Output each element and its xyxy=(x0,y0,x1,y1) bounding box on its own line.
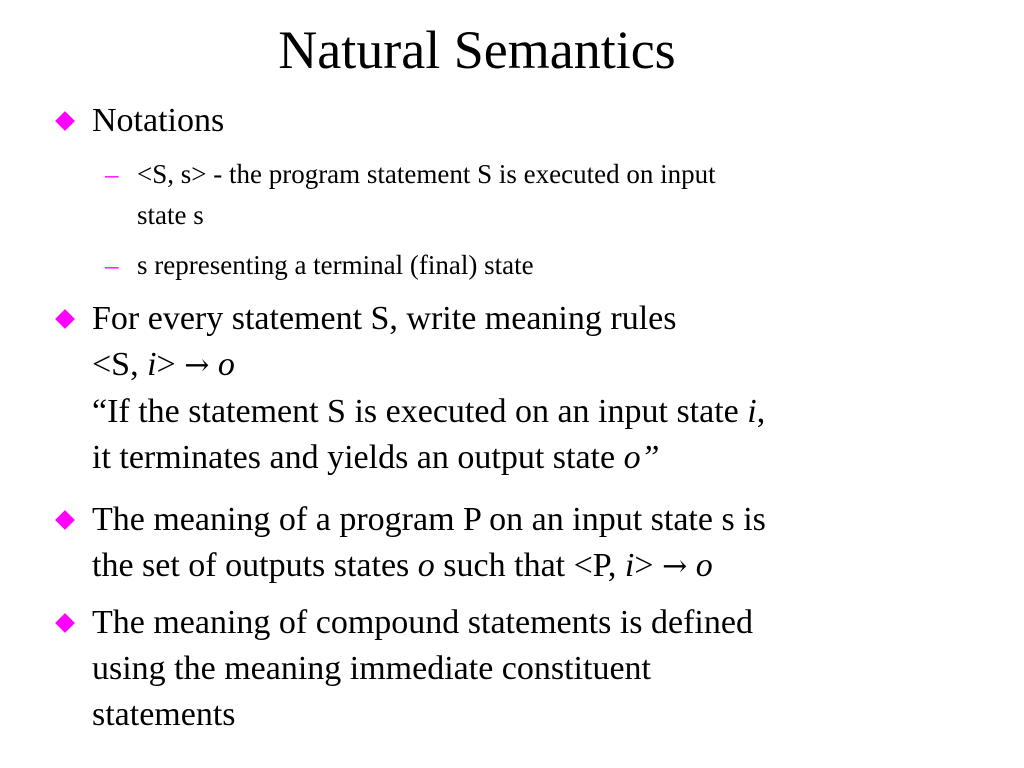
slide-title: Natural Semantics xyxy=(278,20,676,80)
bullet-meaning-rules xyxy=(92,296,952,481)
subbullet-program-statement xyxy=(105,154,917,236)
rule-notation: <S, i> → o xyxy=(92,346,235,383)
diamond-bullet-icon xyxy=(55,613,75,633)
bullet-text: The meaning of a program P on an input state s is xyxy=(92,501,766,538)
arrow-symbol: → xyxy=(662,549,688,584)
subbullet-line: <S, s> - the program statement S is executed on input xyxy=(137,159,716,189)
bullet-text: Notations xyxy=(92,102,225,139)
subbullet-line: s representing a terminal (final) state xyxy=(137,250,534,280)
bullet-compound-statements xyxy=(92,600,952,738)
rule-explanation-line: “If the statement S is executed on an input state i, xyxy=(92,393,766,430)
diamond-bullet-icon xyxy=(55,510,75,530)
rule-explanation-line: it terminates and yields an output state o” xyxy=(92,439,660,476)
bullet-text: For every statement S, write meaning rules xyxy=(92,300,677,337)
bullet-text: statements xyxy=(92,696,236,733)
dash-bullet-icon: – xyxy=(105,159,119,189)
bullet-program-meaning xyxy=(92,497,952,590)
subbullet-terminal-state xyxy=(105,245,917,286)
subbullet-line: state s xyxy=(137,200,204,230)
bullet-text: the set of outputs states o such that <P, i> → o xyxy=(92,547,713,584)
dash-bullet-icon: – xyxy=(105,250,119,280)
bullet-text: The meaning of compound statements is defined xyxy=(92,604,753,641)
diamond-bullet-icon xyxy=(55,111,75,131)
arrow-symbol: → xyxy=(184,348,210,383)
bullet-notations xyxy=(92,98,952,144)
diamond-bullet-icon xyxy=(55,309,75,329)
bullet-text: using the meaning immediate constituent xyxy=(92,650,651,687)
